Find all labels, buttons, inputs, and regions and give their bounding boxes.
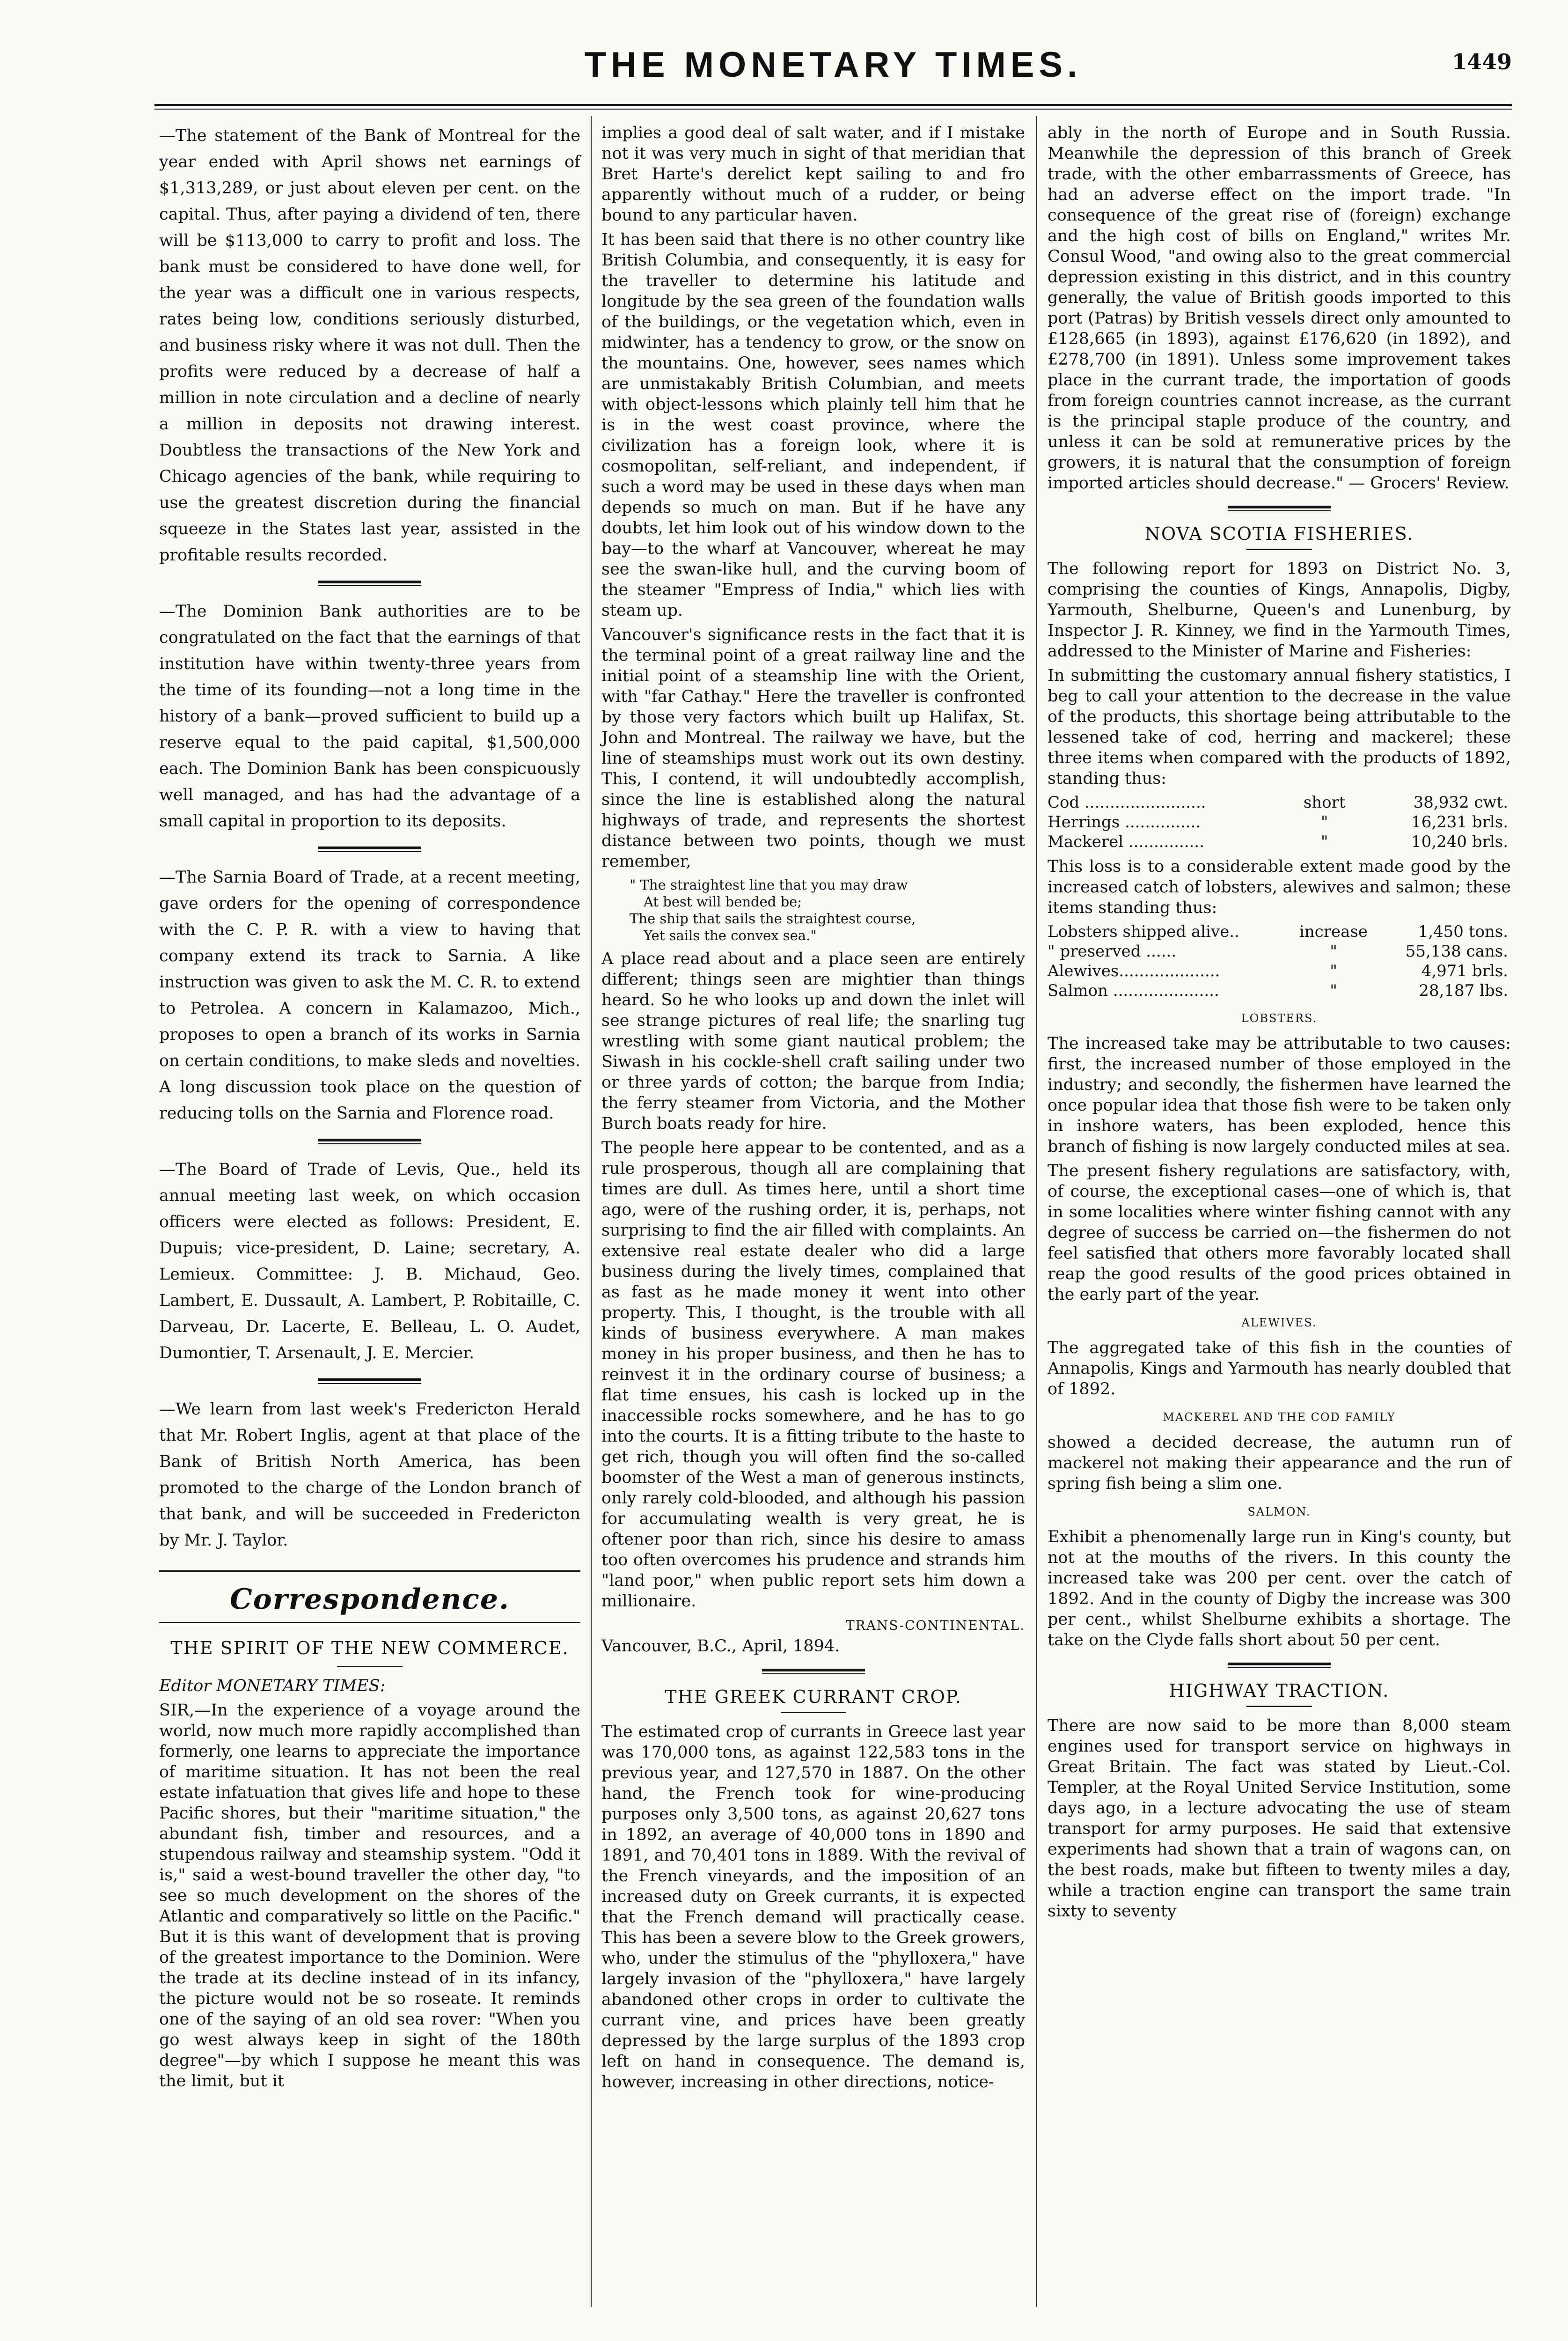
poem-line: At best will bended be;: [644, 894, 802, 910]
table-row: [1048, 981, 1511, 1001]
item-name: Cod ........................: [1048, 793, 1206, 812]
separator: [1246, 1706, 1312, 1707]
poem-line: The ship that sails the straightest course,: [630, 911, 916, 927]
separator: [318, 1378, 421, 1384]
article-sarnia-board: —The Sarnia Board of Trade, at a recent meeting, gave orders for the opening of correspondence with the C. P. R. with a view to having that company extend its track to Sarnia. A like instruction was given to ask the M. C. R. to extend to Petrolea. A concern in Kalamazoo, Mich., proposes to open a branch of its works in Sarnia on certain conditions, to make sleds and novelties. A long discussion took place on the question of reducing tolls on the Sarnia and Florence road.: [159, 868, 580, 1123]
article-greek-currant: The estimated crop of currants in Greece last year was 170,000 tons, as against 122,583 tons in the previous year, and 127,570 in 1887. On the other hand, the French took for wine-producing purposes only 3,500 tons, as against 20,627 tons in 1892, an average of 40,000 tons in 1890 and 1891, and 70,401 tons in 1889. With the revival of the French vineyards, and the imposition of an increased duty on Greek currants, it is expected that the French demand will practically cease. This has been a severe blow to the Greek growers, who, under the stimulus of the "phylloxera," have largely invasion of the "phylloxera," have largely abandoned other crops in order to cultivate the currant vine, and prices have been greatly depressed by the large surplus of the 1893 crop left on hand in consequence. The demand is, however, increasing in other directions, notice-: [601, 1723, 1025, 2091]
item-kind: ": [1320, 832, 1328, 851]
column-2: [601, 123, 1025, 2096]
separator: [318, 1139, 421, 1144]
separator: [762, 1669, 865, 1674]
letter-signature: TRANS-CONTINENTAL.: [845, 1618, 1025, 1633]
heading-nova-scotia-fisheries: NOVA SCOTIA FISHERIES.: [1144, 523, 1414, 544]
item-amount: 38,932 cwt.: [1413, 793, 1508, 812]
item-kind: ": [1330, 942, 1337, 961]
shortage-table: [1048, 793, 1511, 852]
header-rule-thin: [154, 109, 1512, 110]
table-row: [1048, 961, 1511, 981]
letter-people: The people here appear to be contented, and as a rule prosperous, though all are complaining that times are dull. As times here, until a short time ago, were of the rushing order, it is, perhaps, not surprising to find the air filled with complaints. An extensive real estate dealer who did a large business during the lively times, complained that as fast as he made money it went into other property. This, I thought, is the trouble with all kinds of business everywhere. A man makes money in his proper business, and then he has to reinvest it in the ordinary course of business; a flat time ensues, his cash is locked up in the inaccessible rocks somewhere, and he has to go into the courts. It is a fitting tribute to the haste to get rich, though you will often find the so-called boomster of the West a man of generous instincts, only rarely cold-blooded, and although his passion for accumulating wealth is very great, he is oftener poor than rich, since his desire to amass too often overcomes his prudence and strands him "land poor," when public report sets him down a millionaire.: [601, 1139, 1025, 1611]
item-amount: 16,231 brls.: [1411, 813, 1508, 832]
separator: [1228, 1663, 1331, 1668]
item-kind: short: [1303, 793, 1346, 812]
column-divider: [591, 116, 592, 2307]
item-name: Mackerel ...............: [1048, 832, 1205, 851]
heading-highway-traction: HIGHWAY TRACTION.: [1169, 1680, 1390, 1701]
table-row: [1048, 812, 1511, 832]
item-name: Salmon .....................: [1048, 981, 1219, 1000]
heading-greek-currant: THE GREEK CURRANT CROP.: [665, 1686, 962, 1707]
fisheries-loss: This loss is to a considerable extent made good by the increased catch of lobsters, alewives and salmon; these items standing thus:: [1048, 857, 1511, 917]
item-amount: 28,187 lbs.: [1419, 981, 1508, 1000]
table-row: [1048, 793, 1511, 812]
letter-dateline: Vancouver, B.C., April, 1894.: [601, 1637, 840, 1656]
item-name: Alewives....................: [1048, 962, 1220, 980]
separator: [337, 1666, 403, 1667]
poem-line: " The straightest line that you may draw: [630, 877, 908, 893]
separator: [781, 1712, 846, 1713]
increase-table: [1048, 922, 1511, 1001]
table-row: [1048, 922, 1511, 942]
column-1: [159, 123, 580, 2095]
item-amount: 4,971 brls.: [1421, 962, 1508, 980]
header-rule: [154, 104, 1512, 106]
table-row: [1048, 832, 1511, 852]
masthead: [154, 44, 1512, 96]
separator: [1228, 506, 1331, 511]
poem-quote: [630, 876, 1025, 944]
mackerel-text: showed a decided decrease, the autumn run of mackerel not making their appearance and the run of spring fish being a slim one.: [1048, 1433, 1511, 1493]
subheading-alewives: ALEWIVES.: [1241, 1316, 1317, 1329]
article-greek-continued: ably in the north of Europe and in South Russia. Meanwhile the depression of this branch of Greek trade, with the other embarrassments of Greece, has had an adverse effect on the import trade. "In consequence of the great rise of (foreign) exchange and the high cost of bills on England," writes Mr. Consul Wood, "and owing also to the great commercial depression existing in this district, and in this country generally, the value of British goods imported to this port (Patras) by British vessels direct only amounted to £128,665 (in 1893), against £176,620 (in 1892), and £278,700 (in 1891). Unless some improvement takes place in the currant trade, the importation of goods from foreign countries cannot increase, as the currant is the principal staple produce of the country, and unless it can be sold at remunerative prices by the growers, it is natural that the consumption of foreign imported articles should decrease." — Grocers' Review.: [1048, 124, 1511, 493]
section-rule: [159, 1622, 580, 1623]
regulations-text: The present fishery regulations are satisfactory, with, of course, the exceptional cases—one of which is, that in some localities where winter fishing cannot with any degree of success be carried on—the fishermen do not feel satisfied that others more favorably located shall reap the good results of the good prices obtained in the early part of the year.: [1048, 1162, 1511, 1304]
item-amount: 55,138 cans.: [1405, 942, 1508, 961]
letter-continued: implies a good deal of salt water, and if I mistake not it was very much in sight of that meridian that Bret Harte's derelict kept sailing to and fro apparently without much of a rudder, or being bound to any particular haven.: [601, 124, 1025, 225]
highway-traction-text: There are now said to be more than 8,000 steam engines used for transport service on highways in Great Britain. The fact was stated by Lieut.-Col. Templer, at the Royal United Service Institution, some days ago, in a lecture advocating the use of steam transport for army purposes. He said that extensive experiments had shown that a train of wagons can, on the best roads, make but fifteen to twenty miles a day, while a traction engine can transport the same train sixty to seventy: [1048, 1716, 1511, 1921]
alewives-text: The aggregated take of this fish in the counties of Annapolis, Kings and Yarmouth has nearly doubled that of 1892.: [1048, 1339, 1511, 1399]
salmon-text: Exhibit a phenomenally large run in King's county, but not at the mouths of the rivers. In this county the increased take was 200 per cent. over the catch of 1892. And in the county of Digby the increase was 300 per cent., whilst Shelburne exhibits a shortage. The take on the Clyde falls short about 50 per cent.: [1048, 1528, 1511, 1649]
separator: [1246, 549, 1312, 550]
column-divider: [1036, 116, 1037, 2307]
item-name: Lobsters shipped alive..: [1048, 922, 1239, 941]
item-name: " preserved ......: [1048, 942, 1177, 961]
article-fredericton: —We learn from last week's Fredericton Herald that Mr. Robert Inglis, agent at that place of the Bank of British North America, has been promoted to the charge of the London branch of that bank, and will be succeeded in Fredericton by Mr. J. Taylor.: [159, 1400, 580, 1550]
item-amount: 1,450 tons.: [1418, 922, 1508, 941]
item-kind: ": [1320, 813, 1328, 832]
article-bank-of-montreal: —The statement of the Bank of Montreal for the year ended with April shows net earnings of $1,313,289, or just about eleven per cent. on the capital. Thus, after paying a dividend of ten, there will be $113,000 to carry to profit and loss. The bank must be considered to have done well, for the year was a difficult one in various respects, rates being low, conditions seriously disturbed, and business risky where it was not dull. Then the profits were reduced by a decrease of half a million in note circulation and a decline of nearly a million in deposits not drawing interest. Doubtless the transactions of the New York and Chicago agencies of the bank, while requiring to use the greatest discretion during the financial squeeze in the States last year, assisted in the profitable results recorded.: [159, 126, 580, 565]
fisheries-submission: In submitting the customary annual fishery statistics, I beg to call your attention to the decrease in the value of the products, this shortage being attributable to the lessened take of cod, herring and mackerel; these three items when compared with the products of 1892, standing thus:: [1048, 666, 1511, 788]
subheading-mackerel: MACKEREL AND THE COD FAMILY: [1163, 1411, 1396, 1424]
item-amount: 10,240 brls.: [1411, 832, 1508, 851]
article-levis-board: —The Board of Trade of Levis, Que., held its annual meeting last week, on which occasion officers were elected as follows: President, E. Dupuis; vice-president, D. Laine; secretary, A. Lemieux. Committee: J. B. Michaud, Geo. Lambert, E. Dussault, A. Lambert, P. Robitaille, C. Darveau, Dr. Lacerte, E. Belleau, L. O. Audet, Dumontier, T. Arsenault, J. E. Mercier.: [159, 1160, 580, 1362]
section-heading-correspondence: Correspondence.: [230, 1583, 510, 1616]
letter-inlet: A place read about and a place seen are entirely different; things seen are mightier than things heard. So he who looks up and down the inlet will see strange pictures of real life; the snarling tug wrestling with some giant nautical problem; the Siwash in his cockle-shell craft sailing under two or three yards of cotton; the barque from India; the ferry steamer from Victoria, and the Mother Burch boats ready for hire.: [601, 950, 1025, 1133]
separator: [318, 847, 421, 852]
subheading-salmon: SALMON.: [1247, 1505, 1311, 1518]
subheading-lobsters: LOBSTERS.: [1241, 1012, 1318, 1025]
heading-spirit-new-commerce: THE SPIRIT OF THE NEW COMMERCE.: [170, 1638, 569, 1658]
item-kind: increase: [1299, 922, 1368, 941]
newspaper-title: THE MONETARY TIMES.: [584, 45, 1082, 85]
item-kind: ": [1330, 981, 1337, 1000]
item-name: Herrings ...............: [1048, 813, 1201, 832]
letter-body: SIR,—In the experience of a voyage around the world, now much more rapidly accomplished than formerly, one learns to appreciate the importance of maritime situation. It has not been the real estate infatuation that gives life and hope to these Pacific shores, but their "maritime situation," the abundant fish, timber and resources, and a stupendous railway and steamship system. "Odd it is," said a west-bound traveller the other day, "to see so much development on the shores of the Atlantic and comparatively so little on the Pacific." But it is this want of development that is proving of the greatest importance to the Dominion. Were the trade at its decline instead of in its infancy, the picture would not be so roseate. It reminds one of the saying of an old sea rover: "When you go west always keep in sight of the 180th degree"—by which I suppose he meant this was the limit, but it: [159, 1701, 580, 2091]
fisheries-intro: The following report for 1893 on District No. 3, comprising the counties of Kings, Annapolis, Digby, Yarmouth, Shelburne, Queen's and Lunenburg, by Inspector J. R. Kinney, we find in the Yarmouth Times, addressed to the Minister of Marine and Fisheries:: [1048, 559, 1511, 661]
page-number: 1449: [1451, 49, 1512, 74]
separator: [318, 581, 421, 586]
article-dominion-bank: —The Dominion Bank authorities are to be congratulated on the fact that the earnings of that institution have within twenty-three years from the time of its founding—not a long time in the history of a bank—proved sufficient to build up a reserve equal to the paid capital, $1,500,000 each. The Dominion Bank has been conspicuously well managed, and has had the advantage of a small capital in proportion to its deposits.: [159, 602, 580, 831]
poem-line: Yet sails the convex sea.": [644, 928, 817, 943]
column-3: [1048, 123, 1511, 1925]
letter-vancouver: Vancouver's significance rests in the fact that it is the terminal point of a great railway line and the initial point of a steamship line with the Orient, with "far Cathay." Here the traveller is confronted by those very factors which built up Halifax, St. John and Montreal. The railway we have, but the line of steamships must work out its own destiny. This, I contend, it will undoubtedly accomplish, since the line is established along the natural highways of trade, and represents the shortest distance between two points, though we must remember,: [601, 626, 1025, 871]
editor-line: Editor MONETARY TIMES:: [159, 1677, 386, 1695]
letter-british-columbia: It has been said that there is no other country like British Columbia, and consequently, it is easy for the traveller to determine his latitude and longitude by the sea green of the foundation walls of the buildings, or the vegetation which, even in midwinter, has a tendency to grow, or the snow on the mountains. One, however, sees names which are unmistakably British Columbian, and meets with object-lessons which plainly tell him that he is in the west coast province, where the civilization has a foreign look, where it is cosmopolitan, self-reliant, and independent, if such a word may be used in these days when man depends so much on man. But if he have any doubts, let him look out of his window down to the bay—to the wharf at Vancouver, whereat he may see the swan-like hull, and the curving boom of the steamer "Empress of India," which lies with steam up.: [601, 230, 1025, 620]
lobsters-text: The increased take may be attributable to two causes: first, the increased number of those employed in the industry; and secondly, the fishermen have learned the once popular idea that those fish were to be taken only in inshore waters, has been exploded, hence this branch of fishing is now largely conducted miles at sea.: [1048, 1034, 1511, 1156]
section-rule: [159, 1570, 580, 1572]
table-row: [1048, 942, 1511, 961]
item-kind: ": [1330, 962, 1337, 980]
